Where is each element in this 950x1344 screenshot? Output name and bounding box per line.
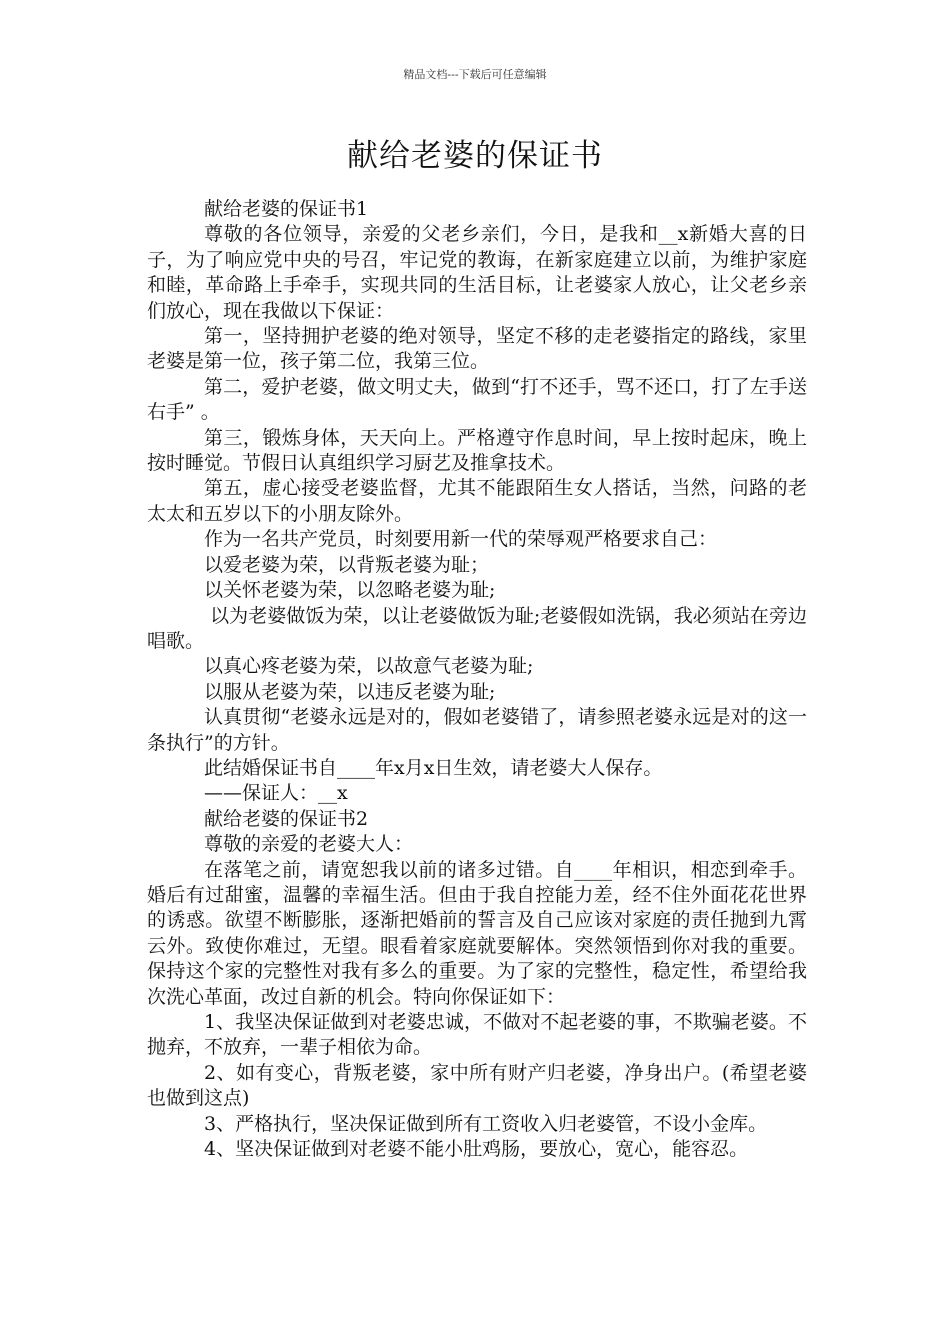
signature-line: ——保证人：__x: [204, 782, 348, 805]
document-title: 献给老婆的保证书: [347, 138, 603, 174]
paragraph: 以为老婆做饭为荣，以让老婆做饭为耻;老婆假如洗锅，我必须站在旁边唱歌。: [147, 604, 807, 652]
page-header-note: 精品文档---下载后可任意编辑: [403, 68, 547, 81]
list-item: 2、如有变心，背叛老婆，家中所有财产归老婆，净身出户。(希望老婆也做到这点): [147, 1061, 807, 1110]
document-body: [147, 197, 807, 1162]
paragraph: 第一，坚持拥护老婆的绝对领导，坚定不移的走老婆指定的路线，家里老婆是第一位，孩子第二位，我第三位。: [147, 325, 807, 373]
list-item: 1、我坚决保证做到对老婆忠诚，不做对不起老婆的事，不欺骗老婆。不抛弃，不放弃，一辈子相依为命。: [147, 1011, 807, 1059]
paragraph: 以服从老婆为荣，以违反老婆为耻;: [204, 680, 496, 703]
paragraph: 以关怀老婆为荣，以忽略老婆为耻;: [204, 579, 496, 602]
section-heading-1: 献给老婆的保证书1: [204, 198, 369, 220]
paragraph: 此结婚保证书自____年x月x日生效，请老婆大人保存。: [204, 756, 663, 779]
paragraph: 第二，爱护老婆，做文明丈夫，做到“打不还手，骂不还口，打了左手送右手” 。: [147, 375, 807, 424]
list-item: 4、坚决保证做到对老婆不能小肚鸡肠，要放心，宽心，能容忍。: [204, 1138, 749, 1161]
paragraph: 以真心疼老婆为荣，以故意气老婆为耻;: [204, 655, 534, 678]
paragraph: 在落笔之前，请宽恕我以前的诸多过错。自____年相识，相恋到牵手。婚后有过甜蜜，温馨的幸福生活。但由于我自控能力差，经不住外面花花世界的诱惑。欲望不断膨胀，逐渐把婚前的誓言及自己应该对家庭的责任抛到九霄云外。致使你难过，无望。眼看着家庭就要解体。突然领悟到你对我的重要。保持这个家的完整性对我有多么的重要。为了家的完整性，稳定性，希望给我次洗心革面，改过自新的机会。特向你保证如下：: [147, 858, 807, 1008]
section-heading-2: 献给老婆的保证书2: [204, 807, 369, 830]
salutation: 尊敬的亲爱的老婆大人：: [204, 833, 414, 856]
list-item: 3、严格执行，坚决保证做到所有工资收入归老婆管，不设小金库。: [204, 1112, 768, 1135]
paragraph: 第五，虚心接受老婆监督，尤其不能跟陌生女人搭话，当然，问路的老太太和五岁以下的小朋友除外。: [147, 477, 807, 525]
paragraph: 以爱老婆为荣，以背叛老婆为耻；: [204, 553, 490, 576]
paragraph: 作为一名共产党员，时刻要用新一代的荣辱观严格要求自己：: [204, 528, 718, 551]
paragraph: 第三，锻炼身体，天天向上。严格遵守作息时间，早上按时起床，晚上按时睡觉。节假日认真组织学习厨艺及推拿技术。: [147, 426, 807, 475]
paragraph: 尊敬的各位领导，亲爱的父老乡亲们，今日，是我和__x新婚大喜的日子，为了响应党中央的号召，牢记党的教诲，在新家庭建立以前，为维护家庭和睦，革命路上手牵手，实现共同的生活目标，让老婆家人放心，让父老乡亲们放心，现在我做以下保证：: [147, 223, 807, 322]
paragraph: 认真贯彻“老婆永远是对的，假如老婆错了，请参照老婆永远是对的这一条执行”的方针。: [147, 706, 807, 754]
